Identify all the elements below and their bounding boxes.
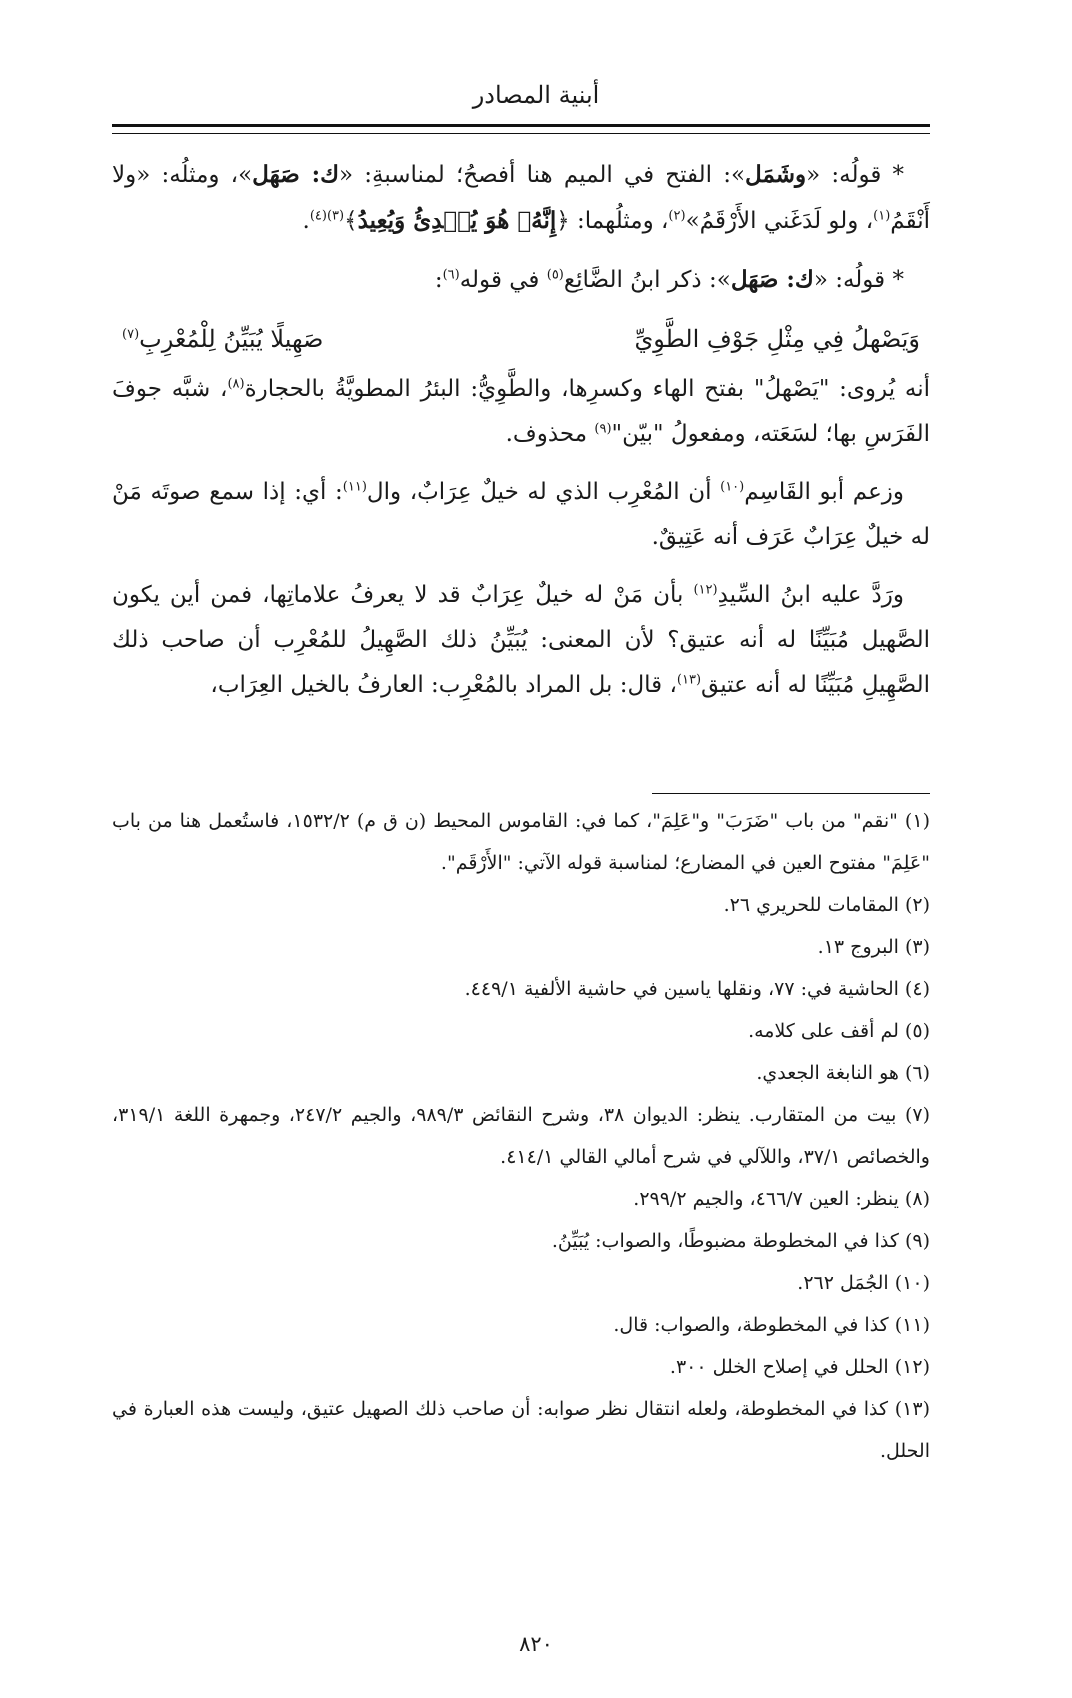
text-run: وزعم أبو القَاسِم [744, 479, 905, 505]
footnote-6: (٦) هو النابغة الجعدي. [756, 1062, 930, 1084]
text-run: محذوف. [505, 421, 595, 447]
text-run: »: الفتح في الميم هنا أفصحُ؛ لمناسبةِ: « [339, 162, 746, 188]
footnote-4: (٤) الحاشية في: ٧٧، ونقلها ياسين في حاشية الألفية ٤٤٩/١. [464, 978, 930, 1000]
text-run: ، شبَّه جوفَ الفَرَسِ بها؛ لسَعَته، ومفعولُ "بيّن" [112, 376, 930, 447]
text-run: صَهِيلًا يُبَيِّنُ لِلْمُعْرِبِ [139, 325, 324, 353]
footnote-3: (٣) البروج ١٣. [817, 936, 930, 958]
page-number: ٨٢٠ [519, 1632, 553, 1656]
footnote-ref[interactable]: (٢) [668, 208, 686, 224]
bold-term: ك: صَهَل [730, 266, 814, 293]
footnote-ref[interactable]: (٦) [442, 267, 460, 283]
text-run: ﴾ [344, 208, 358, 234]
footnote-ref[interactable]: (٨) [227, 376, 245, 392]
paragraph-3 [112, 367, 930, 457]
poetry-verse [112, 317, 930, 361]
footnote-ref[interactable]: (١٢) [693, 582, 718, 598]
paragraph-2 [112, 257, 930, 303]
footnote-13: (١٣) كذا في المخطوطة، ولعله انتقال نظر صوابه: أن صاحب ذلك الصهيل عتيق، وليست هذه العبارة في الحلل. [112, 1398, 930, 1462]
text-run: في قوله [459, 267, 547, 293]
footnote-7: (٧) بيت من المتقارب. ينظر: الديوان ٣٨، وشرح النقائض ٩٨٩/٣، والجيم ٢٤٧/٢، وجمهرة اللغة ٣١٩/١، والخصائص ٣٧/١، واللآلي في شرح أمالي القالي ٤١٤/١. [112, 1104, 930, 1168]
header-rule-thick [112, 124, 930, 127]
text-run: . [302, 208, 310, 234]
footnote-ref[interactable]: (١١) [342, 479, 367, 495]
bold-term: وشَمَل [745, 161, 807, 188]
paragraph-4 [112, 470, 930, 560]
text-run: بأن مَنْ له خيلٌ عِرَابٌ قد لا يعرفُ علاماتِها، فمن أين يكون الصَّهيل مُبَيِّنًا له أنه عتيق؟ لأن المعنى: يُبَيِّنُ ذلك الصَّهِيلُ للمُعْرِب أن صاحب ذلك الصَّهِيلِ مُبَيِّنًا له أنه عتيق [112, 582, 930, 698]
text-run: ، قال: بل المراد بالمُعْرِب: العارفُ بالخيل العِرَاب، [210, 672, 677, 698]
text-run: : [434, 267, 443, 293]
text-run: أنه يُروى: "يَصْهلُ" بفتح الهاء وكسرِها، والطَّوِيُّ: البئرُ المطويَّةُ بالحجارة [244, 376, 931, 402]
text-run: : أي: إذا سمع صوتَه مَنْ له خيلٌ عِرَابٌ عَرَف أنه عَتِيقٌ. [112, 479, 930, 550]
bold-term: ك: صَهَل [252, 161, 340, 188]
text-run: أن المُعْرِب الذي له خيلٌ عِرَابٌ، وال [366, 479, 721, 505]
footnote-ref[interactable]: (٣)(٤) [309, 208, 345, 224]
main-text [112, 152, 930, 708]
footnote-ref[interactable]: (٥) [546, 267, 564, 283]
text-run: »، ومثلُه: «ولا أَنْقَمُ [112, 162, 930, 234]
running-header: أبنية المصادر [472, 81, 600, 109]
footnote-9: (٩) كذا في المخطوطة مضبوطًا، والصواب: يُبَيِّنُ. [551, 1230, 930, 1252]
paragraph-1 [112, 152, 930, 244]
footnote-10: (١٠) الجُمَل ٢٦٢. [797, 1272, 930, 1294]
footnote-12: (١٢) الحلل في إصلاح الخلل ٣٠٠. [669, 1356, 930, 1378]
text-run: ورَدَّ عليه ابنُ السِّيدِ [717, 582, 904, 608]
footnote-1: (١) "نقم" من باب "ضَرَبَ" و"عَلِمَ"، كما في: القاموس المحيط (ن ق م) ١٥٣٢/٢، فاستُعمل هنا من باب "عَلِمَ" مفتوح العين في المضارع؛ لمناسبة قوله الآتي: "الأَرْقَم". [112, 810, 930, 874]
footnote-separator [652, 793, 930, 794]
verse-first-hemistich: وَيَصْهلُ فِي مِثْلِ جَوْفِ الطَّوِيِّ [634, 325, 920, 353]
text-run: ، ومثلُهما: ﴿ [556, 208, 669, 234]
footnotes-section [112, 800, 930, 1472]
verse-second-hemistich [122, 317, 441, 361]
footnote-8: (٨) ينظر: العين ٤٦٦/٧، والجيم ٢٩٩/٢. [633, 1188, 930, 1210]
footnote-5: (٥) لم أقف على كلامه. [748, 1020, 930, 1042]
footnote-11: (١١) كذا في المخطوطة، والصواب: قال. [613, 1314, 930, 1336]
footnote-ref[interactable]: (٧) [122, 327, 140, 342]
text-run: * قولُه: « [813, 267, 904, 293]
footnote-2: (٢) المقامات للحريري ٢٦. [723, 894, 930, 916]
footnote-ref[interactable]: (١) [873, 208, 891, 224]
footnote-ref[interactable]: (١٠) [720, 479, 745, 495]
quran-quote: إِنَّهُۥ هُوَ يُبۡدِئُ وَيُعِيدُ [357, 207, 557, 234]
header-rule-thin [112, 133, 930, 134]
text-run: »: ذكر ابنُ الضَّائِع [563, 267, 731, 293]
text-run: ، ولو لَدَغَني الأَرْقَمُ» [685, 208, 874, 234]
footnote-ref[interactable]: (٩) [594, 421, 612, 437]
footnote-ref[interactable]: (١٣) [676, 672, 702, 688]
paragraph-5 [112, 573, 930, 708]
text-run: * قولُه: « [806, 162, 904, 188]
